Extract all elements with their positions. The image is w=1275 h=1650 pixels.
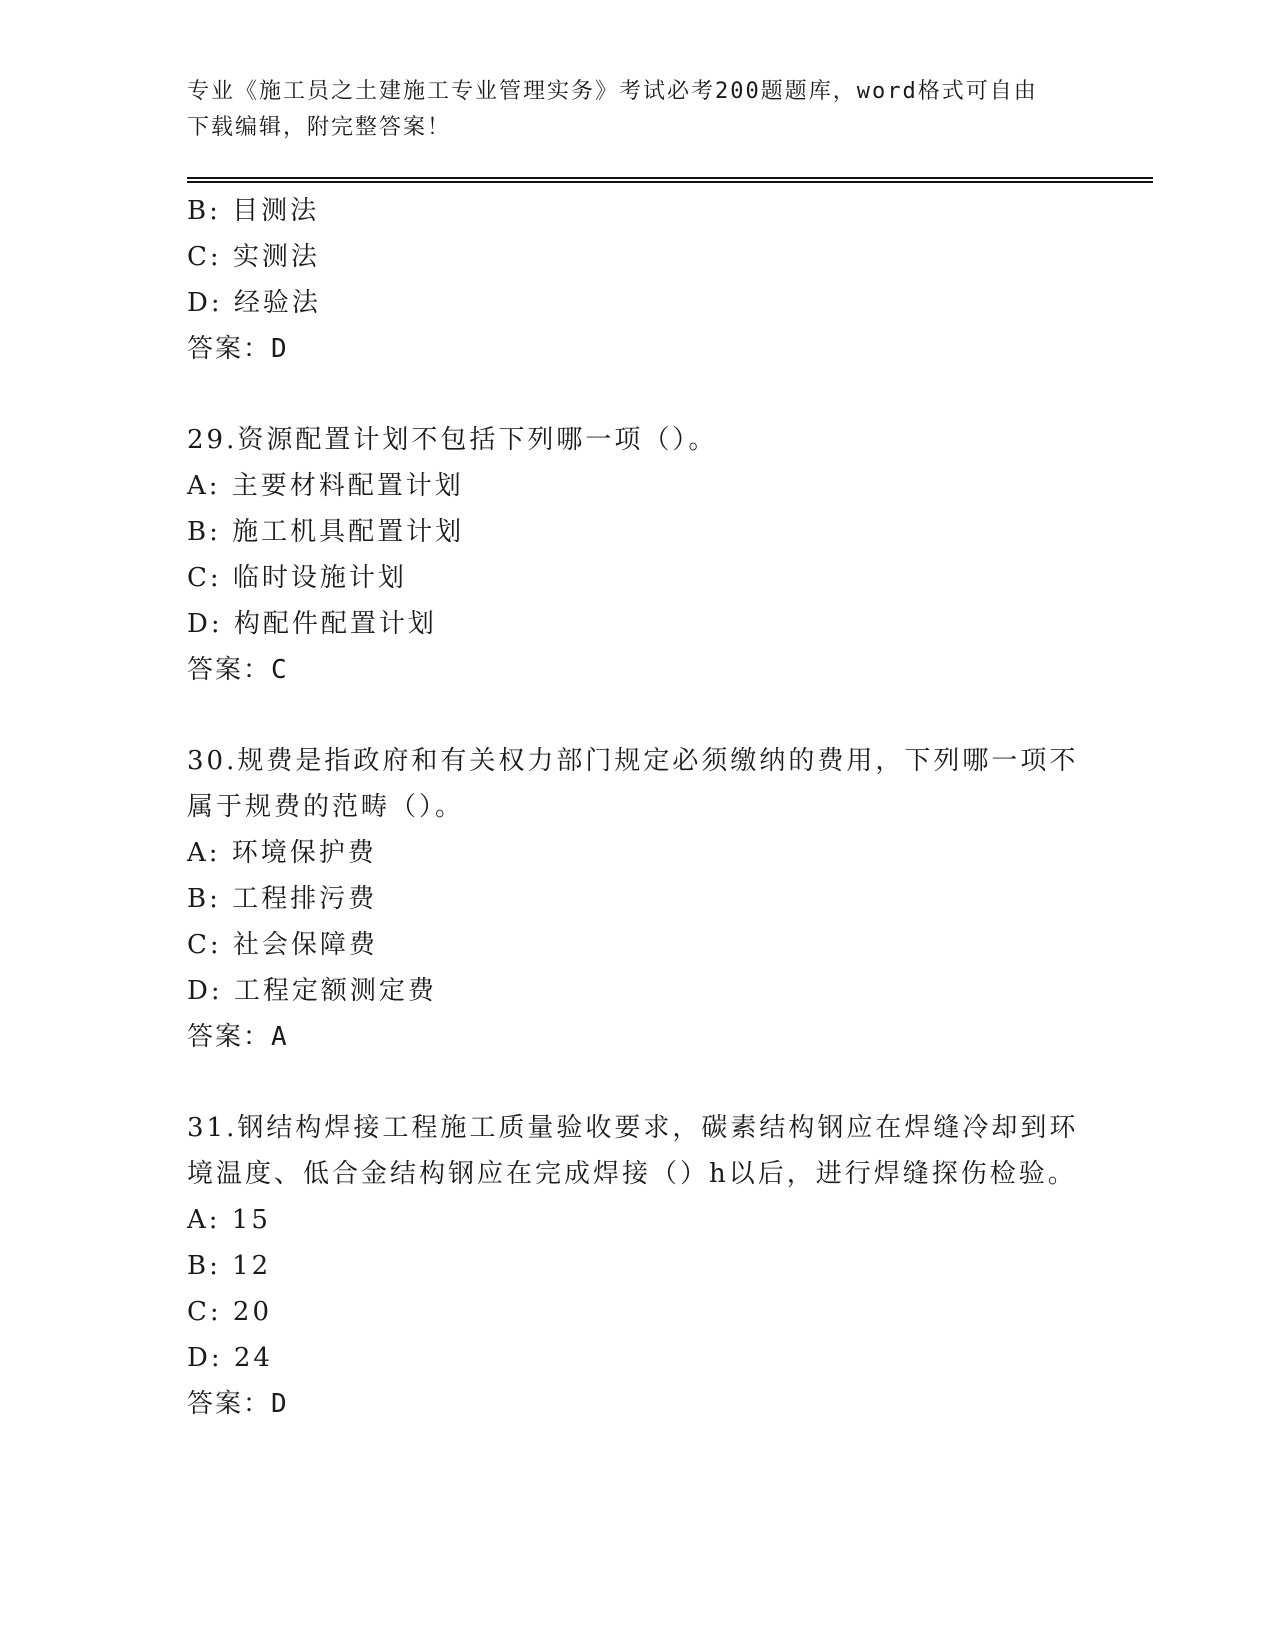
option-a: A: 环境保护费 [187, 838, 377, 868]
option-d: D: 构配件配置计划 [187, 609, 437, 639]
answer: 答案：D [187, 334, 289, 364]
option-b: B: 施工机具配置计划 [187, 517, 465, 547]
option-c: C: 社会保障费 [187, 930, 378, 960]
header-divider-bottom [187, 181, 1153, 183]
option-c: C: 20 [187, 1297, 273, 1327]
header-divider-top [187, 177, 1153, 179]
question-text-line-1: 31.钢结构焊接工程施工质量验收要求，碳素结构钢应在焊缝冷却到环 [187, 1113, 1079, 1143]
option-b: B: 12 [187, 1251, 272, 1281]
option-a: A: 15 [187, 1205, 271, 1235]
option-d: D: 24 [187, 1343, 273, 1373]
option-b: B: 目测法 [187, 196, 320, 226]
option-c: C: 临时设施计划 [187, 563, 407, 593]
option-b: B: 工程排污费 [187, 884, 378, 914]
question-text-line-2: 境温度、低合金结构钢应在完成焊接（）h以后，进行焊缝探伤检验。 [187, 1159, 1077, 1189]
question-text-line-2: 属于规费的范畴（）。 [187, 792, 465, 822]
document-header [187, 74, 1087, 146]
question-text: 29.资源配置计划不包括下列哪一项（）。 [187, 425, 718, 455]
option-c: C: 实测法 [187, 242, 320, 272]
question-text-line-1: 30.规费是指政府和有关权力部门规定必须缴纳的费用，下列哪一项不 [187, 746, 1079, 776]
answer: 答案：D [187, 1389, 289, 1419]
header-line-1: 专业《施工员之土建施工专业管理实务》考试必考200题题库，word格式可自由 [187, 79, 1038, 104]
question-31 [187, 1105, 1087, 1427]
answer: 答案：C [187, 655, 289, 685]
header-line-2: 下载编辑，附完整答案！ [187, 115, 452, 140]
partial-question [187, 188, 1087, 372]
question-body [187, 188, 1087, 1427]
question-29 [187, 417, 1087, 693]
option-d: D: 经验法 [187, 288, 321, 318]
option-d: D: 工程定额测定费 [187, 976, 437, 1006]
option-a: A: 主要材料配置计划 [187, 471, 464, 501]
question-30 [187, 738, 1087, 1060]
answer: 答案：A [187, 1022, 289, 1052]
